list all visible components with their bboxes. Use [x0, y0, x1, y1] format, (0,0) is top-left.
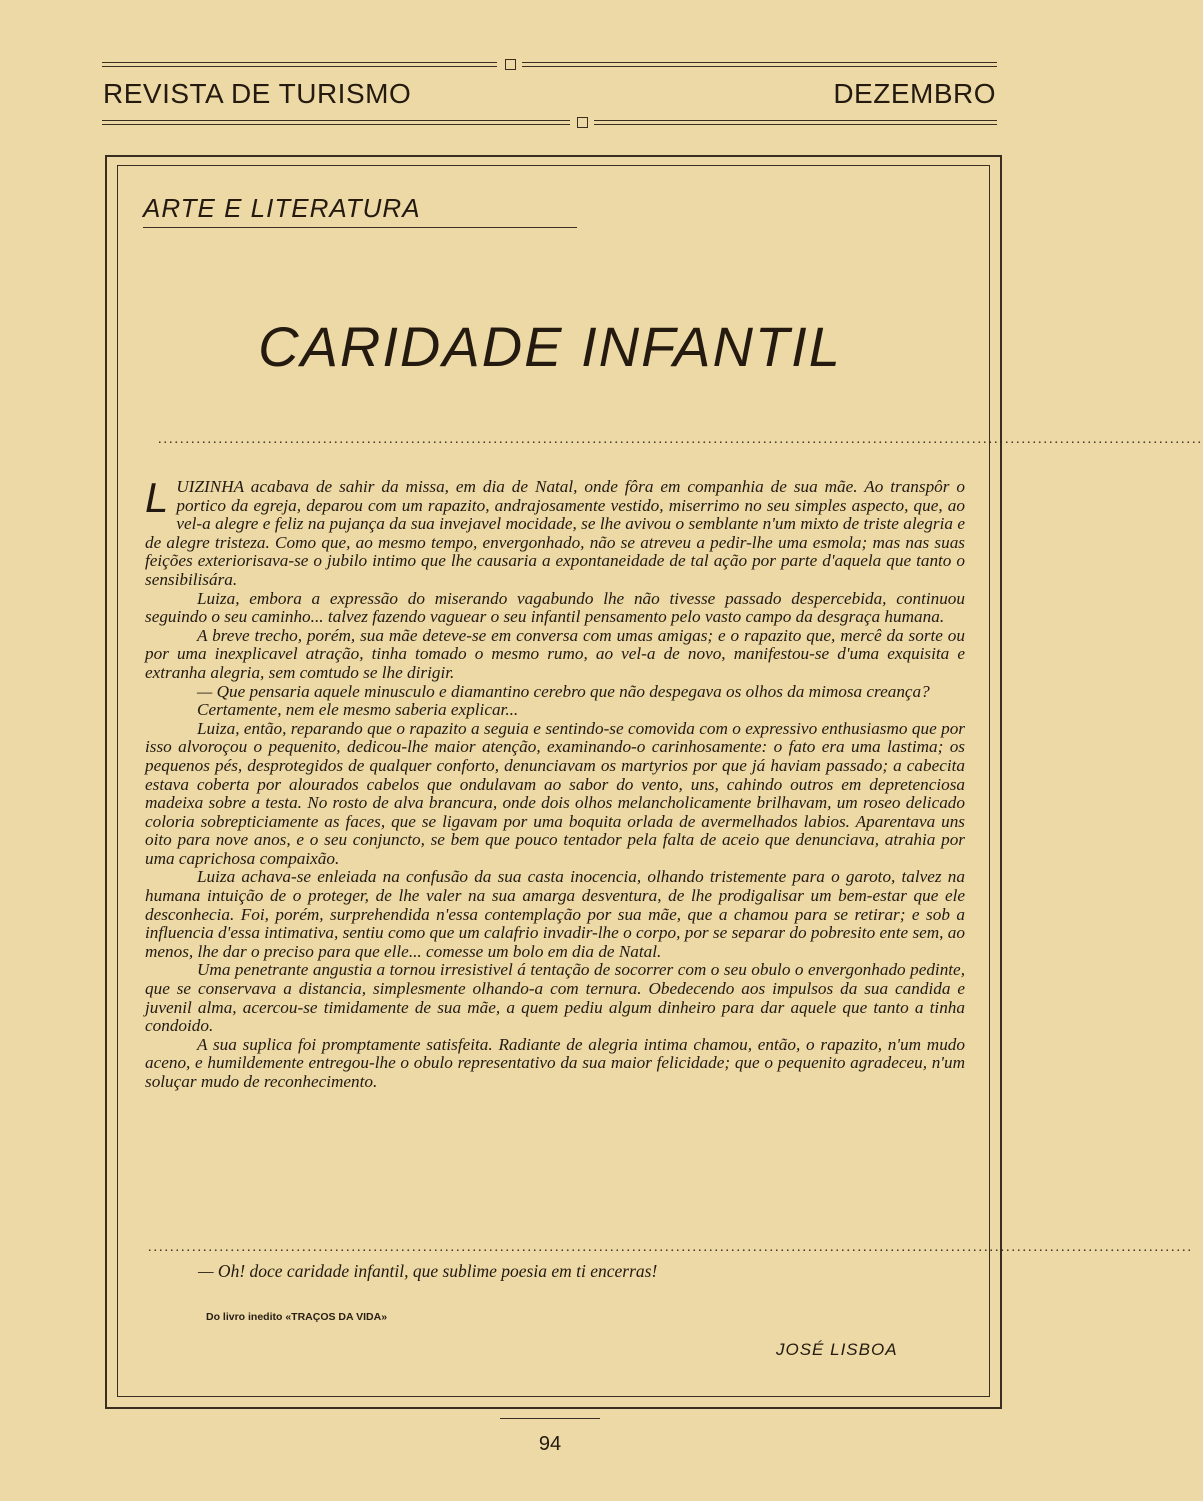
paragraph-2: Luiza, embora a expressão do miserando vagabundo lhe não tivesse passado despercebida, continuou seguindo o seu caminho... talvez fazendo vaguear o seu infantil pensamento pelo vasto campo da desgraça humana.	[145, 588, 965, 627]
author-name: JOSÉ LISBOA	[776, 1340, 898, 1359]
paragraph-4: — Que pensaria aquele minusculo e diamantino cerebro que não despegava os olhos da mimosa creança?	[197, 681, 930, 701]
section-title: ARTE E LITERATURA	[143, 193, 421, 223]
paragraph-9: A sua suplica foi promptamente satisfeita. Radiante de alegria intima chamou, então, o rapazito, n'um mudo aceno, e humildemente entregou-lhe o obulo representativo da sua maior felicidade; que o pequenito agradeceu, n'um soluçar mudo de reconhecimento.	[145, 1034, 965, 1091]
paragraph-7: Luiza achava-se enleiada na confusão da sua casta inocencia, olhando tristemente para o garoto, talvez na humana intuição de o proteger, de lhe valer na sua amarga desventura, de lhe prodigalisar um bem-estar que ele desconhecia. Foi, porém, surprehendida n'essa contemplação por sua mãe, que a chamou para se retirar; e sob a influencia d'essa intimativa, sentiu como que um calafrio invadir-lhe o corpo, por se separar do pobresito ente sem, ao menos, lhe dar o preciso para que elle... comesse um bolo em dia de Natal.	[145, 867, 965, 961]
paragraph-5: Certamente, nem ele mesmo saberia explicar...	[197, 700, 519, 720]
paragraph-3: A breve trecho, porém, sua mãe deteve-se em conversa com umas amigas; e o rapazito que, mercê da sorte ou por uma inexplicavel atração, tinha tomado o mesmo rumo, ao vel-a de novo, manifestou-se d'uma exquisita e extranha alegria, sem comtudo se lhe dirigir.	[145, 625, 965, 682]
header-top-rule	[102, 62, 997, 72]
paragraph-8: Uma penetrante angustia a tornou irresistivel á tentação de socorrer com o seu obulo o envergonhado pedinte, que se conservava a distancia, simplesmente olhando-a com ternura. Obedecendo aos impulsos da sua candida e juvenil alma, acercou-se timidamente de sua mãe, a quem pediu algum dinheiro para dar aquele que tanto a tinha condoido.	[145, 960, 965, 1036]
page-number: 94	[538, 1433, 562, 1455]
article-body	[145, 474, 965, 1092]
issue-month: DEZEMBRO	[833, 78, 996, 109]
closing-line: — Oh! doce caridade infantil, que sublime poesia em ti encerras!	[198, 1261, 658, 1281]
paragraph-1: LUIZINHA acabava de sahir da missa, em dia de Natal, onde fôra em companhia de sua mãe. Ao transpôr o portico da egreja, deparou com um rapazito, andrajosamente vestido, miserrimo no seu simples aspecto, que, ao vel-a alegre e feliz na pujança da sua invejavel mocidade, se lhe avivou o semblante n'um mixto de triste alegria e de alegre tristeza. Como que, ao mesmo tempo, envergonhado, não se atreveu a pedir-lhe uma esmola; mas nas suas feições exteriorisava-se o jubilo intimo que lhe causaria a expontaneidade de tal ação por parte d'aquela que tanto o sensibilisára.	[145, 474, 965, 589]
article-title: CARIDADE INFANTIL	[258, 315, 842, 378]
dotted-separator-top: ..............................................................................................................................................................................................	[158, 432, 1203, 447]
dotted-separator-bottom: ..............................................................................................................................................................................................	[148, 1240, 1193, 1255]
section-underline	[143, 227, 577, 228]
publication-name: REVISTA DE TURISMO	[103, 78, 412, 109]
header-bottom-rule	[102, 120, 997, 130]
paragraph-6: Luiza, então, reparando que o rapazito a seguia e sentindo-se comovida com o expressivo enthusiasmo que por isso alvoroçou o pequenito, dedicou-lhe maior atenção, examinando-o carinhosamente: o fato era uma lastima; os pequenos pés, desprotegidos de qualquer conforto, denunciavam os martyrios por que já haviam passado; a cabecita estava coberta por alourados cabelos que ondulavam ao sabor do vento, uns, cahindo outros em depretenciosa madeixa sobre a testa. No rosto de alva brancura, onde dois olhos melancholicamente brilhavam, um roseo delicado coloria sobrepticiamente as faces, que se ligavam por uma boquita orlada de avermelhados labios. Aparentava uns oito para nove anos, e o seu conjuncto, se bem que pouco tentador pela falta de aceio que denunciava, atrahia por uma caprichosa compaixão.	[145, 718, 965, 868]
source-note: Do livro inedito «TRAÇOS DA VIDA»	[206, 1311, 388, 1323]
drop-cap: L	[145, 474, 169, 521]
page-number-rule	[500, 1418, 600, 1419]
